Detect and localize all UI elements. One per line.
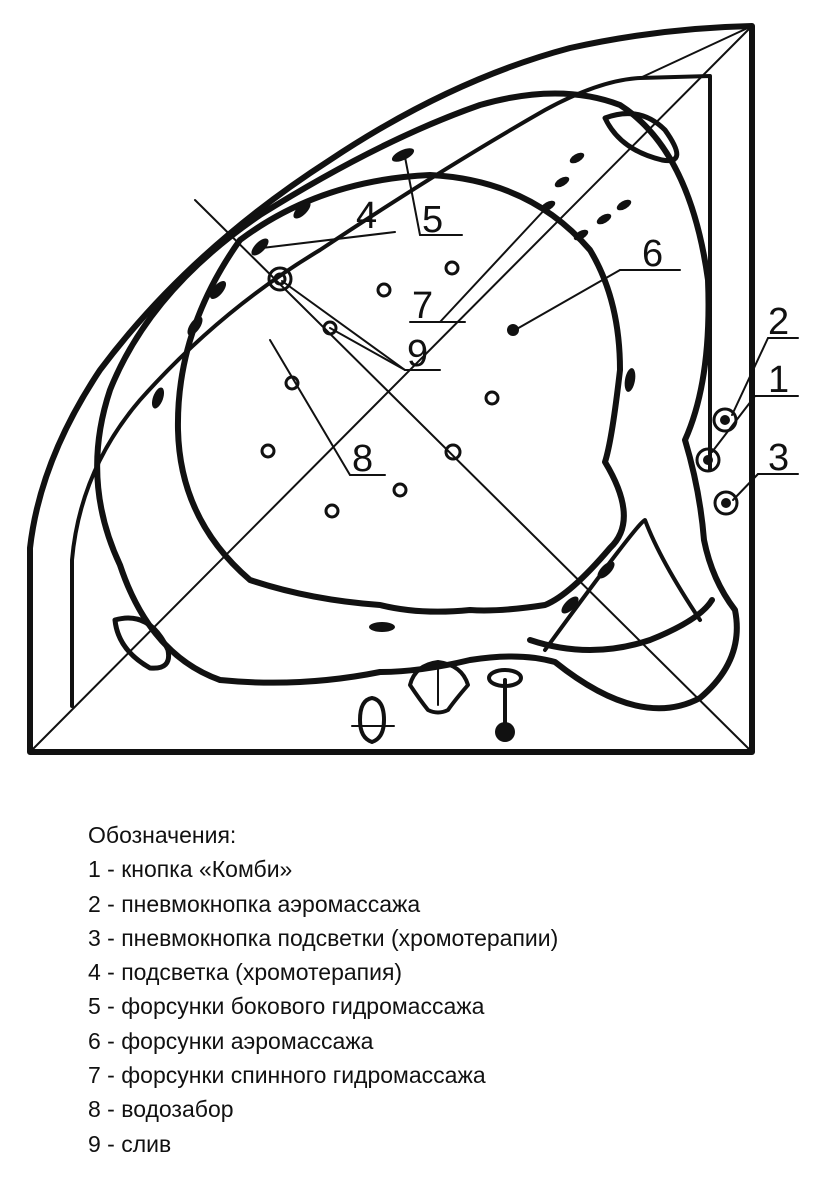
armrest-curve: [530, 600, 712, 650]
legend-item-9: 9 - слив: [88, 1130, 172, 1157]
air-nozzle: [262, 445, 274, 457]
button-chromo-core: [721, 498, 731, 508]
back-nozzle: [615, 198, 633, 213]
air-nozzle: [378, 284, 390, 296]
legend-item-4: 4 - подсветка (хромотерапия): [88, 959, 403, 986]
legend-item-1: 1 - кнопка «Комби»: [88, 856, 293, 883]
button-aero-core: [720, 415, 730, 425]
leader-line: [330, 328, 405, 370]
callout-3: 3: [768, 437, 790, 479]
side-nozzle: [623, 367, 637, 392]
callout-1: 1: [768, 359, 790, 401]
back-nozzle: [595, 212, 613, 227]
air-nozzle: [486, 392, 498, 404]
callout-8: 8: [352, 438, 374, 480]
legend-item-8: 8 - водозабор: [88, 1096, 234, 1123]
back-nozzle: [553, 175, 571, 190]
leader-line: [405, 157, 420, 235]
side-nozzle: [390, 145, 416, 164]
air-nozzle: [446, 262, 458, 274]
air-nozzle: [394, 484, 406, 496]
leader-line: [270, 340, 350, 475]
callout-5: 5: [422, 199, 444, 241]
drain-overflow: [360, 698, 384, 742]
legend: [88, 818, 808, 1161]
bowl-inner: [178, 175, 624, 612]
air-nozzle: [326, 505, 338, 517]
back-nozzle: [568, 151, 586, 166]
leader-line: [515, 270, 620, 330]
air-jet: [507, 324, 519, 336]
callout-9: 9: [407, 333, 429, 375]
legend-item-5: 5 - форсунки бокового гидромассажа: [88, 993, 485, 1020]
callout-4: 4: [356, 195, 378, 237]
legend-item-6: 6 - форсунки аэромассажа: [88, 1027, 374, 1054]
button-combi-core: [703, 455, 713, 465]
callout-6: 6: [642, 233, 664, 275]
legend-item-3: 3 - пневмокнопка подсветки (хромотерапии): [88, 924, 559, 951]
callout-2: 2: [768, 301, 790, 343]
legend-title: Обозначения:: [88, 822, 237, 848]
callout-7: 7: [412, 285, 434, 327]
legend-item-2: 2 - пневмокнопка аэромассажа: [88, 890, 421, 917]
legend-item-7: 7 - форсунки спинного гидромассажа: [88, 1062, 486, 1089]
side-nozzle: [369, 622, 395, 632]
drain-pipe: [495, 722, 515, 742]
tub-inner-rim: [72, 76, 710, 706]
leader-line: [712, 396, 755, 452]
